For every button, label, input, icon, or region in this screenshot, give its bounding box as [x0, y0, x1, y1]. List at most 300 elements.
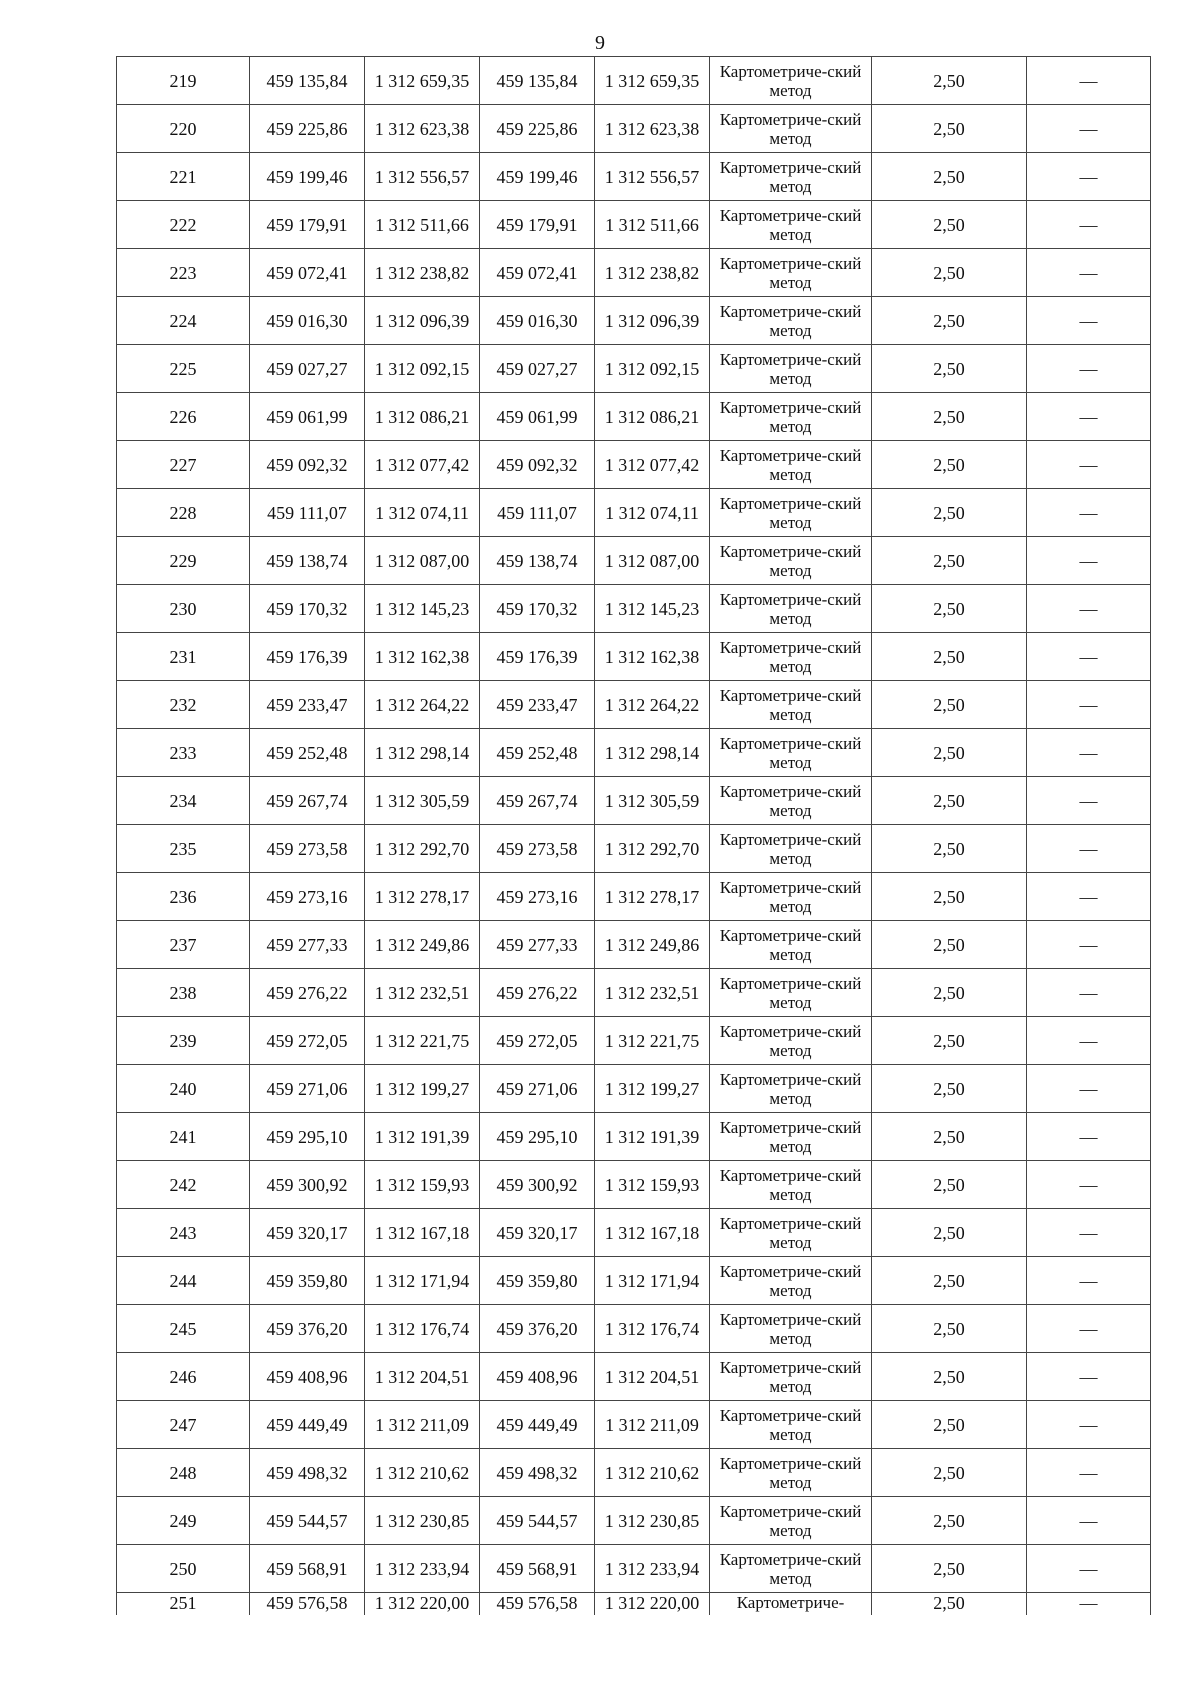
- y-coordinate-existing-cell: 1 312 264,22: [365, 681, 480, 729]
- x-coordinate-existing-cell: 459 449,49: [250, 1401, 365, 1449]
- x-coordinate-existing-cell: 459 271,06: [250, 1065, 365, 1113]
- y-coordinate-existing-cell: 1 312 232,51: [365, 969, 480, 1017]
- point-number-cell: 230: [117, 585, 250, 633]
- point-number-cell: 234: [117, 777, 250, 825]
- note-dash-cell: —: [1027, 1305, 1151, 1353]
- note-dash-cell: —: [1027, 1497, 1151, 1545]
- precision-cell: 2,50: [872, 873, 1027, 921]
- table-row: [117, 201, 1151, 249]
- point-number-cell: 241: [117, 1113, 250, 1161]
- point-number-cell: 228: [117, 489, 250, 537]
- note-dash-cell: —: [1027, 1593, 1151, 1616]
- table-row: [117, 777, 1151, 825]
- table-row: [117, 1305, 1151, 1353]
- determination-method-cell: Картометриче-ский метод: [710, 1305, 872, 1353]
- precision-cell: 2,50: [872, 57, 1027, 105]
- x-coordinate-new-cell: 459 272,05: [480, 1017, 595, 1065]
- note-dash-cell: —: [1027, 153, 1151, 201]
- determination-method-cell: Картометриче-ский метод: [710, 681, 872, 729]
- y-coordinate-existing-cell: 1 312 623,38: [365, 105, 480, 153]
- note-dash-cell: —: [1027, 873, 1151, 921]
- point-number-cell: 247: [117, 1401, 250, 1449]
- x-coordinate-existing-cell: 459 225,86: [250, 105, 365, 153]
- x-coordinate-new-cell: 459 252,48: [480, 729, 595, 777]
- precision-cell: 2,50: [872, 1353, 1027, 1401]
- x-coordinate-existing-cell: 459 498,32: [250, 1449, 365, 1497]
- y-coordinate-new-cell: 1 312 087,00: [595, 537, 710, 585]
- determination-method-cell: Картометриче-ский метод: [710, 1497, 872, 1545]
- note-dash-cell: —: [1027, 345, 1151, 393]
- x-coordinate-new-cell: 459 179,91: [480, 201, 595, 249]
- precision-cell: 2,50: [872, 729, 1027, 777]
- y-coordinate-new-cell: 1 312 292,70: [595, 825, 710, 873]
- precision-cell: 2,50: [872, 105, 1027, 153]
- x-coordinate-existing-cell: 459 138,74: [250, 537, 365, 585]
- note-dash-cell: —: [1027, 489, 1151, 537]
- x-coordinate-new-cell: 459 277,33: [480, 921, 595, 969]
- y-coordinate-new-cell: 1 312 077,42: [595, 441, 710, 489]
- y-coordinate-existing-cell: 1 312 199,27: [365, 1065, 480, 1113]
- x-coordinate-existing-cell: 459 170,32: [250, 585, 365, 633]
- x-coordinate-existing-cell: 459 568,91: [250, 1545, 365, 1593]
- y-coordinate-existing-cell: 1 312 145,23: [365, 585, 480, 633]
- x-coordinate-new-cell: 459 199,46: [480, 153, 595, 201]
- table-row: [117, 681, 1151, 729]
- precision-cell: 2,50: [872, 1497, 1027, 1545]
- determination-method-cell: Картометриче-ский метод: [710, 1401, 872, 1449]
- precision-cell: 2,50: [872, 393, 1027, 441]
- y-coordinate-new-cell: 1 312 191,39: [595, 1113, 710, 1161]
- y-coordinate-new-cell: 1 312 623,38: [595, 105, 710, 153]
- table-row: [117, 105, 1151, 153]
- y-coordinate-new-cell: 1 312 092,15: [595, 345, 710, 393]
- x-coordinate-new-cell: 459 135,84: [480, 57, 595, 105]
- precision-cell: 2,50: [872, 777, 1027, 825]
- precision-cell: 2,50: [872, 1305, 1027, 1353]
- point-number-cell: 221: [117, 153, 250, 201]
- y-coordinate-existing-cell: 1 312 230,85: [365, 1497, 480, 1545]
- x-coordinate-new-cell: 459 072,41: [480, 249, 595, 297]
- determination-method-cell: Картометриче-ский метод: [710, 921, 872, 969]
- note-dash-cell: —: [1027, 105, 1151, 153]
- y-coordinate-existing-cell: 1 312 086,21: [365, 393, 480, 441]
- y-coordinate-existing-cell: 1 312 191,39: [365, 1113, 480, 1161]
- y-coordinate-new-cell: 1 312 159,93: [595, 1161, 710, 1209]
- point-number-cell: 220: [117, 105, 250, 153]
- determination-method-cell: Картометриче-ский метод: [710, 585, 872, 633]
- point-number-cell: 244: [117, 1257, 250, 1305]
- y-coordinate-existing-cell: 1 312 074,11: [365, 489, 480, 537]
- table-row: [117, 1257, 1151, 1305]
- y-coordinate-new-cell: 1 312 556,57: [595, 153, 710, 201]
- precision-cell: 2,50: [872, 1449, 1027, 1497]
- x-coordinate-new-cell: 459 271,06: [480, 1065, 595, 1113]
- table-row: [117, 921, 1151, 969]
- determination-method-cell: Картометриче-ский метод: [710, 1209, 872, 1257]
- determination-method-cell: Картометриче-ский метод: [710, 1257, 872, 1305]
- x-coordinate-new-cell: 459 498,32: [480, 1449, 595, 1497]
- y-coordinate-existing-cell: 1 312 238,82: [365, 249, 480, 297]
- point-number-cell: 237: [117, 921, 250, 969]
- point-number-cell: 246: [117, 1353, 250, 1401]
- y-coordinate-existing-cell: 1 312 511,66: [365, 201, 480, 249]
- precision-cell: 2,50: [872, 921, 1027, 969]
- x-coordinate-existing-cell: 459 233,47: [250, 681, 365, 729]
- determination-method-cell: Картометриче-ский метод: [710, 873, 872, 921]
- point-number-cell: 240: [117, 1065, 250, 1113]
- x-coordinate-existing-cell: 459 272,05: [250, 1017, 365, 1065]
- y-coordinate-new-cell: 1 312 074,11: [595, 489, 710, 537]
- determination-method-cell: Картометриче-ский метод: [710, 1353, 872, 1401]
- y-coordinate-existing-cell: 1 312 221,75: [365, 1017, 480, 1065]
- x-coordinate-existing-cell: 459 376,20: [250, 1305, 365, 1353]
- point-number-cell: 222: [117, 201, 250, 249]
- x-coordinate-existing-cell: 459 576,58: [250, 1593, 365, 1616]
- table-row: [117, 297, 1151, 345]
- table-row: [117, 441, 1151, 489]
- point-number-cell: 223: [117, 249, 250, 297]
- table-row: [117, 249, 1151, 297]
- precision-cell: 2,50: [872, 153, 1027, 201]
- x-coordinate-new-cell: 459 233,47: [480, 681, 595, 729]
- precision-cell: 2,50: [872, 1545, 1027, 1593]
- x-coordinate-new-cell: 459 295,10: [480, 1113, 595, 1161]
- x-coordinate-new-cell: 459 376,20: [480, 1305, 595, 1353]
- note-dash-cell: —: [1027, 681, 1151, 729]
- y-coordinate-new-cell: 1 312 511,66: [595, 201, 710, 249]
- y-coordinate-existing-cell: 1 312 233,94: [365, 1545, 480, 1593]
- y-coordinate-existing-cell: 1 312 176,74: [365, 1305, 480, 1353]
- point-number-cell: 239: [117, 1017, 250, 1065]
- x-coordinate-new-cell: 459 267,74: [480, 777, 595, 825]
- y-coordinate-new-cell: 1 312 278,17: [595, 873, 710, 921]
- y-coordinate-new-cell: 1 312 162,38: [595, 633, 710, 681]
- y-coordinate-new-cell: 1 312 238,82: [595, 249, 710, 297]
- y-coordinate-new-cell: 1 312 199,27: [595, 1065, 710, 1113]
- determination-method-cell: Картометриче-ский метод: [710, 1545, 872, 1593]
- precision-cell: 2,50: [872, 249, 1027, 297]
- y-coordinate-new-cell: 1 312 249,86: [595, 921, 710, 969]
- x-coordinate-new-cell: 459 300,92: [480, 1161, 595, 1209]
- note-dash-cell: —: [1027, 1257, 1151, 1305]
- table-row: [117, 633, 1151, 681]
- determination-method-cell: Картометриче-ский метод: [710, 57, 872, 105]
- x-coordinate-new-cell: 459 449,49: [480, 1401, 595, 1449]
- note-dash-cell: —: [1027, 825, 1151, 873]
- y-coordinate-existing-cell: 1 312 087,00: [365, 537, 480, 585]
- x-coordinate-existing-cell: 459 092,32: [250, 441, 365, 489]
- determination-method-cell: Картометриче-ский метод: [710, 537, 872, 585]
- point-number-cell: 224: [117, 297, 250, 345]
- point-number-cell: 233: [117, 729, 250, 777]
- determination-method-cell: Картометриче-ский метод: [710, 1113, 872, 1161]
- precision-cell: 2,50: [872, 1065, 1027, 1113]
- y-coordinate-existing-cell: 1 312 278,17: [365, 873, 480, 921]
- y-coordinate-new-cell: 1 312 204,51: [595, 1353, 710, 1401]
- precision-cell: 2,50: [872, 681, 1027, 729]
- x-coordinate-existing-cell: 459 277,33: [250, 921, 365, 969]
- table-row: [117, 1449, 1151, 1497]
- note-dash-cell: —: [1027, 1449, 1151, 1497]
- y-coordinate-existing-cell: 1 312 096,39: [365, 297, 480, 345]
- table-row: [117, 1353, 1151, 1401]
- precision-cell: 2,50: [872, 585, 1027, 633]
- note-dash-cell: —: [1027, 441, 1151, 489]
- y-coordinate-existing-cell: 1 312 167,18: [365, 1209, 480, 1257]
- y-coordinate-new-cell: 1 312 233,94: [595, 1545, 710, 1593]
- point-number-cell: 242: [117, 1161, 250, 1209]
- x-coordinate-new-cell: 459 092,32: [480, 441, 595, 489]
- x-coordinate-new-cell: 459 273,58: [480, 825, 595, 873]
- y-coordinate-new-cell: 1 312 298,14: [595, 729, 710, 777]
- x-coordinate-existing-cell: 459 061,99: [250, 393, 365, 441]
- determination-method-cell: Картометриче-ский метод: [710, 201, 872, 249]
- note-dash-cell: —: [1027, 1401, 1151, 1449]
- table-row: [117, 1209, 1151, 1257]
- point-number-cell: 226: [117, 393, 250, 441]
- x-coordinate-existing-cell: 459 135,84: [250, 57, 365, 105]
- precision-cell: 2,50: [872, 537, 1027, 585]
- determination-method-cell: Картометриче-ский метод: [710, 777, 872, 825]
- note-dash-cell: —: [1027, 921, 1151, 969]
- precision-cell: 2,50: [872, 1593, 1027, 1616]
- y-coordinate-new-cell: 1 312 171,94: [595, 1257, 710, 1305]
- y-coordinate-existing-cell: 1 312 159,93: [365, 1161, 480, 1209]
- x-coordinate-new-cell: 459 061,99: [480, 393, 595, 441]
- table-row: [117, 537, 1151, 585]
- coordinates-table: [116, 56, 1151, 1615]
- determination-method-cell: Картометриче-ский метод: [710, 1161, 872, 1209]
- precision-cell: 2,50: [872, 1401, 1027, 1449]
- y-coordinate-new-cell: 1 312 230,85: [595, 1497, 710, 1545]
- precision-cell: 2,50: [872, 825, 1027, 873]
- y-coordinate-existing-cell: 1 312 210,62: [365, 1449, 480, 1497]
- note-dash-cell: —: [1027, 1017, 1151, 1065]
- table-row: [117, 969, 1151, 1017]
- x-coordinate-new-cell: 459 544,57: [480, 1497, 595, 1545]
- note-dash-cell: —: [1027, 393, 1151, 441]
- note-dash-cell: —: [1027, 1113, 1151, 1161]
- y-coordinate-existing-cell: 1 312 292,70: [365, 825, 480, 873]
- y-coordinate-new-cell: 1 312 211,09: [595, 1401, 710, 1449]
- precision-cell: 2,50: [872, 1209, 1027, 1257]
- y-coordinate-existing-cell: 1 312 077,42: [365, 441, 480, 489]
- note-dash-cell: —: [1027, 249, 1151, 297]
- precision-cell: 2,50: [872, 1257, 1027, 1305]
- y-coordinate-existing-cell: 1 312 162,38: [365, 633, 480, 681]
- y-coordinate-existing-cell: 1 312 659,35: [365, 57, 480, 105]
- x-coordinate-existing-cell: 459 199,46: [250, 153, 365, 201]
- determination-method-cell: Картометриче-ский метод: [710, 489, 872, 537]
- coordinates-table-body: [117, 57, 1151, 1616]
- determination-method-cell: Картометриче-ский метод: [710, 1017, 872, 1065]
- note-dash-cell: —: [1027, 537, 1151, 585]
- note-dash-cell: —: [1027, 1353, 1151, 1401]
- x-coordinate-existing-cell: 459 267,74: [250, 777, 365, 825]
- point-number-cell: 225: [117, 345, 250, 393]
- y-coordinate-new-cell: 1 312 176,74: [595, 1305, 710, 1353]
- point-number-cell: 232: [117, 681, 250, 729]
- note-dash-cell: —: [1027, 57, 1151, 105]
- point-number-cell: 250: [117, 1545, 250, 1593]
- y-coordinate-new-cell: 1 312 659,35: [595, 57, 710, 105]
- y-coordinate-new-cell: 1 312 145,23: [595, 585, 710, 633]
- x-coordinate-existing-cell: 459 111,07: [250, 489, 365, 537]
- y-coordinate-new-cell: 1 312 221,75: [595, 1017, 710, 1065]
- table-row: [117, 729, 1151, 777]
- x-coordinate-new-cell: 459 273,16: [480, 873, 595, 921]
- table-row: [117, 825, 1151, 873]
- precision-cell: 2,50: [872, 441, 1027, 489]
- table-row: [117, 1161, 1151, 1209]
- precision-cell: 2,50: [872, 297, 1027, 345]
- x-coordinate-existing-cell: 459 320,17: [250, 1209, 365, 1257]
- y-coordinate-new-cell: 1 312 167,18: [595, 1209, 710, 1257]
- x-coordinate-new-cell: 459 027,27: [480, 345, 595, 393]
- y-coordinate-existing-cell: 1 312 556,57: [365, 153, 480, 201]
- precision-cell: 2,50: [872, 1161, 1027, 1209]
- y-coordinate-existing-cell: 1 312 092,15: [365, 345, 480, 393]
- x-coordinate-existing-cell: 459 273,16: [250, 873, 365, 921]
- point-number-cell: 245: [117, 1305, 250, 1353]
- precision-cell: 2,50: [872, 633, 1027, 681]
- table-row: [117, 1497, 1151, 1545]
- table-row: [117, 1017, 1151, 1065]
- determination-method-cell: Картометриче-ский метод: [710, 825, 872, 873]
- y-coordinate-existing-cell: 1 312 305,59: [365, 777, 480, 825]
- x-coordinate-existing-cell: 459 544,57: [250, 1497, 365, 1545]
- precision-cell: 2,50: [872, 345, 1027, 393]
- x-coordinate-new-cell: 459 016,30: [480, 297, 595, 345]
- precision-cell: 2,50: [872, 969, 1027, 1017]
- y-coordinate-existing-cell: 1 312 204,51: [365, 1353, 480, 1401]
- table-row: [117, 1545, 1151, 1593]
- x-coordinate-existing-cell: 459 359,80: [250, 1257, 365, 1305]
- table-row: [117, 585, 1151, 633]
- determination-method-cell: Картометриче-ский метод: [710, 393, 872, 441]
- y-coordinate-existing-cell: 1 312 298,14: [365, 729, 480, 777]
- x-coordinate-new-cell: 459 225,86: [480, 105, 595, 153]
- note-dash-cell: —: [1027, 633, 1151, 681]
- table-row: [117, 57, 1151, 105]
- x-coordinate-existing-cell: 459 300,92: [250, 1161, 365, 1209]
- point-number-cell: 236: [117, 873, 250, 921]
- point-number-cell: 248: [117, 1449, 250, 1497]
- determination-method-cell: Картометриче-ский метод: [710, 1449, 872, 1497]
- note-dash-cell: —: [1027, 1209, 1151, 1257]
- note-dash-cell: —: [1027, 297, 1151, 345]
- x-coordinate-new-cell: 459 170,32: [480, 585, 595, 633]
- determination-method-cell: Картометриче-ский метод: [710, 729, 872, 777]
- point-number-cell: 235: [117, 825, 250, 873]
- note-dash-cell: —: [1027, 969, 1151, 1017]
- point-number-cell: 238: [117, 969, 250, 1017]
- x-coordinate-new-cell: 459 320,17: [480, 1209, 595, 1257]
- y-coordinate-new-cell: 1 312 086,21: [595, 393, 710, 441]
- determination-method-cell: Картометриче-ский метод: [710, 633, 872, 681]
- y-coordinate-existing-cell: 1 312 171,94: [365, 1257, 480, 1305]
- determination-method-cell: Картометриче-ский метод: [710, 153, 872, 201]
- note-dash-cell: —: [1027, 201, 1151, 249]
- x-coordinate-new-cell: 459 138,74: [480, 537, 595, 585]
- table-row: [117, 489, 1151, 537]
- y-coordinate-existing-cell: 1 312 220,00: [365, 1593, 480, 1616]
- y-coordinate-new-cell: 1 312 210,62: [595, 1449, 710, 1497]
- x-coordinate-existing-cell: 459 027,27: [250, 345, 365, 393]
- point-number-cell: 243: [117, 1209, 250, 1257]
- point-number-cell: 229: [117, 537, 250, 585]
- determination-method-cell: Картометриче-ский метод: [710, 969, 872, 1017]
- determination-method-cell: Картометриче-ский метод: [710, 105, 872, 153]
- table-row: [117, 1065, 1151, 1113]
- x-coordinate-new-cell: 459 111,07: [480, 489, 595, 537]
- y-coordinate-new-cell: 1 312 220,00: [595, 1593, 710, 1616]
- x-coordinate-existing-cell: 459 295,10: [250, 1113, 365, 1161]
- y-coordinate-new-cell: 1 312 096,39: [595, 297, 710, 345]
- table-row: [117, 393, 1151, 441]
- x-coordinate-new-cell: 459 408,96: [480, 1353, 595, 1401]
- note-dash-cell: —: [1027, 777, 1151, 825]
- x-coordinate-existing-cell: 459 276,22: [250, 969, 365, 1017]
- note-dash-cell: —: [1027, 1161, 1151, 1209]
- determination-method-cell: Картометриче-ский метод: [710, 1065, 872, 1113]
- x-coordinate-existing-cell: 459 072,41: [250, 249, 365, 297]
- y-coordinate-existing-cell: 1 312 249,86: [365, 921, 480, 969]
- table-row: [117, 873, 1151, 921]
- point-number-cell: 227: [117, 441, 250, 489]
- note-dash-cell: —: [1027, 1065, 1151, 1113]
- table-row: [117, 153, 1151, 201]
- point-number-cell: 249: [117, 1497, 250, 1545]
- determination-method-cell: Картометриче-: [710, 1593, 872, 1616]
- determination-method-cell: Картометриче-ский метод: [710, 345, 872, 393]
- determination-method-cell: Картометриче-ский метод: [710, 297, 872, 345]
- point-number-cell: 219: [117, 57, 250, 105]
- x-coordinate-existing-cell: 459 179,91: [250, 201, 365, 249]
- y-coordinate-existing-cell: 1 312 211,09: [365, 1401, 480, 1449]
- x-coordinate-new-cell: 459 176,39: [480, 633, 595, 681]
- x-coordinate-new-cell: 459 568,91: [480, 1545, 595, 1593]
- y-coordinate-new-cell: 1 312 232,51: [595, 969, 710, 1017]
- precision-cell: 2,50: [872, 489, 1027, 537]
- determination-method-cell: Картометриче-ский метод: [710, 249, 872, 297]
- precision-cell: 2,50: [872, 1113, 1027, 1161]
- point-number-cell: 251: [117, 1593, 250, 1616]
- precision-cell: 2,50: [872, 1017, 1027, 1065]
- x-coordinate-existing-cell: 459 408,96: [250, 1353, 365, 1401]
- x-coordinate-new-cell: 459 576,58: [480, 1593, 595, 1616]
- table-row: [117, 1113, 1151, 1161]
- table-row: [117, 1401, 1151, 1449]
- precision-cell: 2,50: [872, 201, 1027, 249]
- x-coordinate-existing-cell: 459 016,30: [250, 297, 365, 345]
- note-dash-cell: —: [1027, 729, 1151, 777]
- y-coordinate-new-cell: 1 312 264,22: [595, 681, 710, 729]
- table-row: [117, 345, 1151, 393]
- page-number: 9: [595, 32, 605, 54]
- note-dash-cell: —: [1027, 585, 1151, 633]
- note-dash-cell: —: [1027, 1545, 1151, 1593]
- x-coordinate-existing-cell: 459 252,48: [250, 729, 365, 777]
- x-coordinate-existing-cell: 459 273,58: [250, 825, 365, 873]
- y-coordinate-new-cell: 1 312 305,59: [595, 777, 710, 825]
- point-number-cell: 231: [117, 633, 250, 681]
- x-coordinate-new-cell: 459 359,80: [480, 1257, 595, 1305]
- table-row: [117, 1593, 1151, 1616]
- x-coordinate-existing-cell: 459 176,39: [250, 633, 365, 681]
- determination-method-cell: Картометриче-ский метод: [710, 441, 872, 489]
- x-coordinate-new-cell: 459 276,22: [480, 969, 595, 1017]
